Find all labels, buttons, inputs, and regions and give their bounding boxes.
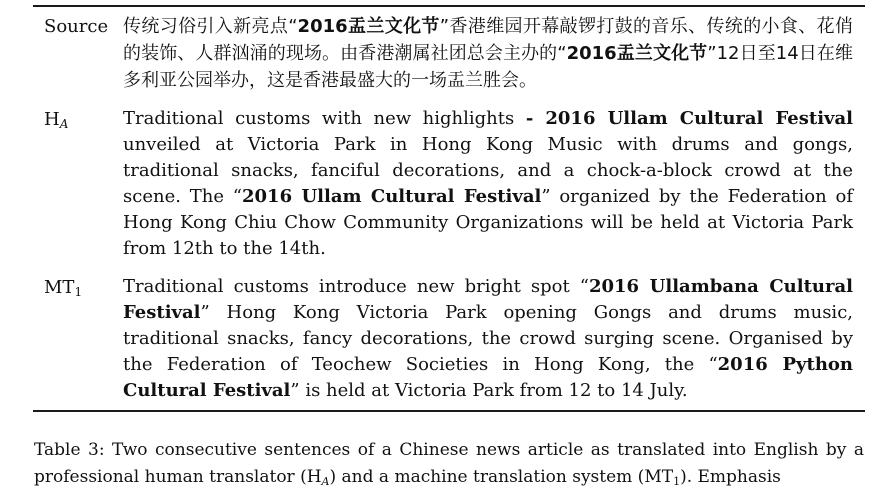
translation-table <box>33 5 865 412</box>
text-segment: Traditional customs with new highlights <box>123 108 526 129</box>
table-row-human <box>33 106 865 262</box>
caption-subscript: 1 <box>673 475 681 488</box>
row-label-text: H <box>44 109 60 130</box>
table-row-source <box>33 13 865 94</box>
row-label-subscript: A <box>59 117 69 131</box>
row-label-human <box>33 106 123 134</box>
text-segment: unveiled at Victoria Park in Hong Kong Music with drums and gongs, traditional snacks, fanciful decorations, and a chock-a-block crowd at the scene. The “ <box>123 134 853 207</box>
text-segment-bold: 2016盂兰文化节 <box>566 43 708 64</box>
text-segment-bold: 2016盂兰文化节 <box>297 16 440 37</box>
table-caption <box>34 437 864 491</box>
row-label-text: Source <box>44 16 109 37</box>
text-segment-bold: 2016 Ullam Cultural Festival <box>242 186 542 207</box>
row-label-subscript: 1 <box>74 285 83 299</box>
source-text <box>123 13 865 94</box>
table-row-machine <box>33 274 865 404</box>
row-label-machine <box>33 274 123 302</box>
text-segment-bold: 2016 Python Cultural Festival <box>123 354 853 401</box>
text-segment: ”12日至14日在维多利亚公园举办，这是香港最盛大的一场盂兰胜会。 <box>123 43 853 91</box>
text-segment: ” Hong Kong Victoria Park opening Gongs and drums music, traditional snacks, fancy decorations, the crowd surging scene. Organised by the Federation of Teochew Societies in Hong Kong, the “ <box>123 302 853 375</box>
machine-translation-text <box>123 274 865 404</box>
text-segment: 传统习俗引入新亮点“ <box>123 16 298 37</box>
text-segment-bold: - 2016 Ullam Cultural Festival <box>525 108 853 129</box>
text-segment: ” is held at Victoria Park from 12 to 14 July. <box>290 380 688 401</box>
text-segment: Traditional customs introduce new bright spot “ <box>123 276 589 297</box>
text-segment: ” organized by the Federation of Hong Kong Chiu Chow Community Organizations will be held at Victoria Park from 12th to the 14th. <box>123 186 853 259</box>
row-label-source <box>33 13 123 41</box>
row-label-text: MT <box>44 277 75 298</box>
text-segment: ”香港维园开幕敲锣打鼓的音乐、传统的小食、花俏的装饰、人群汹涌的现场。由香港潮属社团总会主办的“ <box>123 16 853 64</box>
text-segment-bold: 2016 Ullambana Cultural Festival <box>123 276 853 323</box>
caption-text: Table 3: Two consecutive sentences of a Chinese news article as translated into English by a professional human translator (H <box>34 440 864 487</box>
caption-text: ) and a machine translation system (MT <box>329 467 674 487</box>
human-translation-text <box>123 106 865 262</box>
caption-text: ). Emphasis <box>680 467 781 487</box>
caption-subscript: A <box>321 475 330 488</box>
